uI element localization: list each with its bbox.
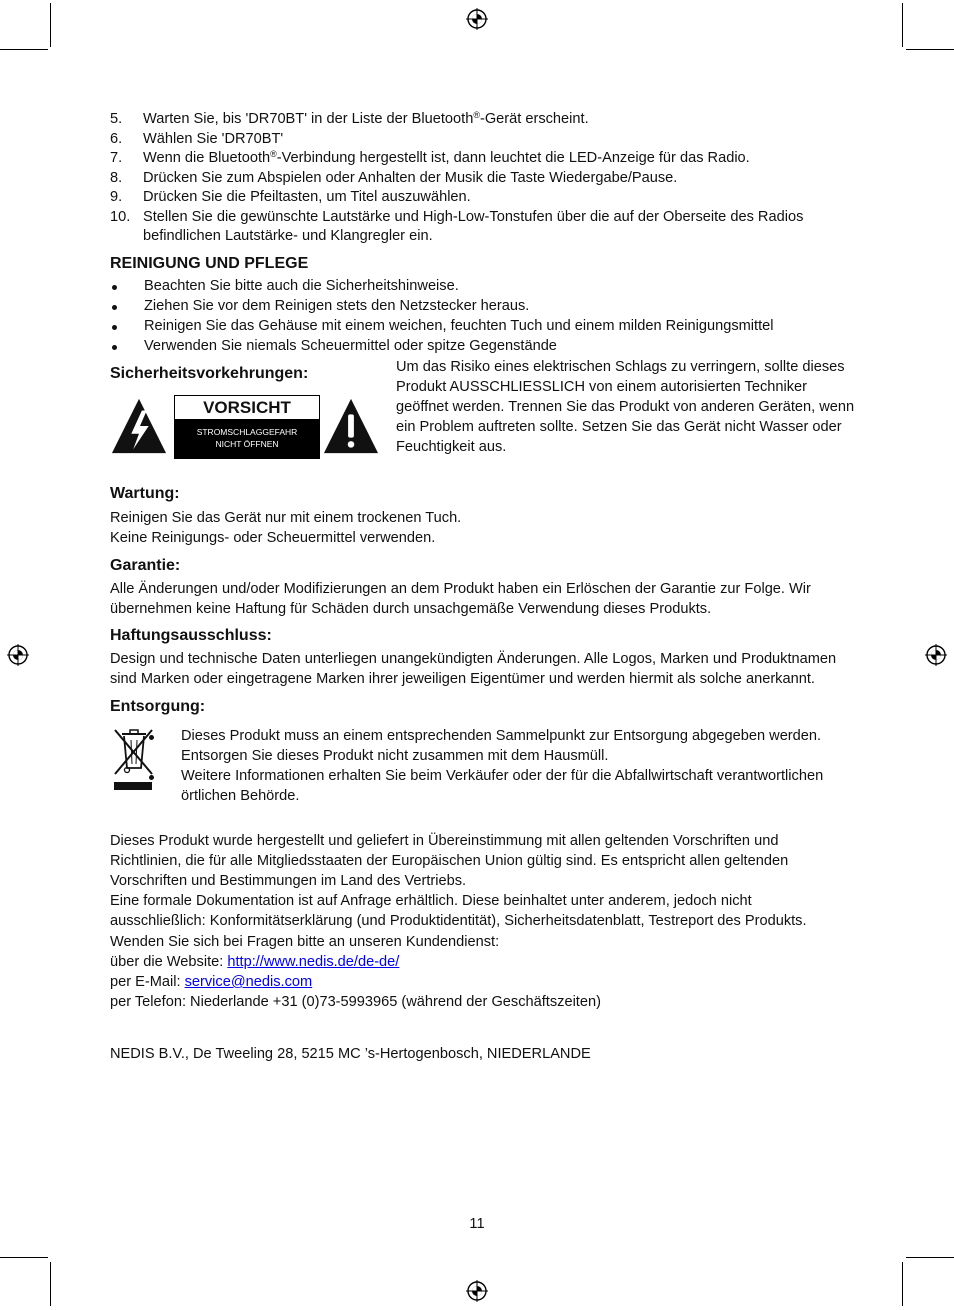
registered-mark: ® [270, 149, 277, 159]
list-item [110, 208, 858, 247]
step-number: 7. [110, 150, 123, 166]
step-text: Warten Sie, bis 'DR70BT' in der Liste der Bluetooth [143, 111, 474, 127]
vorsicht-line: NICHT ÖFFNEN [215, 438, 279, 449]
phone-line: per Telefon: Niederlande +31 (0)73-5993965 (während der Geschäftszeiten) [110, 994, 601, 1011]
list-item: Verwenden Sie niemals Scheuermittel oder spitze Gegenstände [110, 336, 850, 356]
website-line [110, 952, 850, 972]
crop-mark [902, 1262, 903, 1306]
compliance-text: Wenden Sie sich bei Fragen bitte an unseren Kundendienst: [110, 933, 500, 950]
crop-mark [50, 1262, 51, 1306]
registration-mark-icon [7, 644, 29, 666]
list-item: Beachten Sie bitte auch die Sicherheitshinweise. [110, 276, 850, 296]
list-item [110, 169, 850, 189]
registration-mark-icon [466, 1280, 488, 1302]
exclamation-warning-icon [322, 396, 380, 456]
maintenance-line: Reinigen Sie das Gerät nur mit einem trockenen Tuch. [110, 509, 462, 526]
safety-text: Um das Risiko eines elektrischen Schlags zu verringern, sollte dieses Produkt AUSSCHLIESSLICH von einem autorisierten Techniker geöffnet werden. Trennen Sie das Produkt von anderen Geräten, wenn ein Problem auftreten sollte. Setzen Sie das Gerät nicht Wasser oder Feuchtigkeit aus. [396, 358, 855, 455]
list-item [110, 110, 850, 130]
step-text: Stellen Sie die gewünschte Lautstärke und High-Low-Tonstufen über die auf der Oberseite des Radios befindlichen Lautstärke- und Klangregler ein. [143, 208, 804, 244]
section-heading-safety: Sicherheitsvorkehrungen: [110, 364, 309, 382]
crop-mark [902, 3, 903, 47]
email-line [110, 972, 850, 992]
step-number: 6. [110, 130, 123, 147]
warranty-text: Alle Änderungen und/oder Modifizierungen an dem Produkt haben ein Erlöschen der Garantie zur Folge. Wir übernehmen keine Haftung für Schäden durch unsachgemäße Verwendung dieses Produkts. [110, 580, 811, 617]
crop-mark [906, 1257, 954, 1258]
list-item: Reinigen Sie das Gehäuse mit einem weichen, feuchten Tuch und einem milden Reinigungsmittel [110, 316, 850, 336]
website-label: über die Website: [110, 953, 228, 970]
safety-section [110, 358, 855, 482]
vorsicht-line: STROMSCHLAGGEFAHR [196, 426, 298, 437]
disclaimer-text: Design und technische Daten unterliegen unangekündigten Änderungen. Alle Logos, Marken und Produktnamen sind Marken oder eingetragene Marken ihrer jeweiligen Eigentümer und werden hiermit als solche anerkannt. [110, 651, 837, 688]
section-heading-cleaning: REINIGUNG UND PFLEGE [110, 254, 309, 272]
vorsicht-title: VORSICHT [203, 397, 291, 417]
page-content [110, 110, 855, 1064]
crop-mark [906, 49, 954, 50]
cleaning-list [110, 276, 850, 357]
list-item: Ziehen Sie vor dem Reinigen stets den Netzstecker heraus. [110, 296, 850, 316]
step-number: 10. [110, 208, 131, 225]
registered-mark: ® [473, 110, 480, 120]
steps-list [110, 110, 850, 247]
step-text: Drücken Sie zum Abspielen oder Anhalten der Musik die Taste Wiedergabe/Pause. [143, 169, 678, 186]
crop-mark [0, 49, 48, 50]
list-item [110, 188, 850, 208]
email-link[interactable]: service@nedis.com [184, 973, 313, 990]
step-text: Drücken Sie die Pfeiltasten, um Titel auszuwählen. [143, 189, 471, 205]
registration-mark-icon [466, 8, 488, 30]
section-heading-warranty: Garantie: [110, 556, 181, 574]
company-address: NEDIS B.V., De Tweeling 28, 5215 MC ’s-Hertogenbosch, NIEDERLANDE [110, 1046, 591, 1063]
step-text: Wählen Sie 'DR70BT' [143, 130, 284, 147]
list-item [110, 149, 850, 169]
disposal-list [147, 726, 847, 807]
step-number: 5. [110, 111, 123, 127]
list-item: Weitere Informationen erhalten Sie beim Verkäufer oder der für die Abfallwirtschaft verantwortlichen örtlichen Behörde. [147, 766, 847, 807]
warning-graphics [110, 378, 390, 478]
crop-mark [50, 3, 51, 47]
disposal-section [110, 726, 850, 808]
compliance-text: Eine formale Dokumentation ist auf Anfrage erhältlich. Diese beinhaltet unter anderem, jedoch nicht ausschließlich: Konformitätserklärung (und Produktidentität), Sicherheitsdatenblatt, Testreport des Produkts. [110, 893, 807, 930]
website-link[interactable]: http://www.nedis.de/de-de/ [227, 953, 400, 970]
registration-mark-icon [925, 644, 947, 666]
step-text: -Verbindung hergestellt ist, dann leuchtet die LED-Anzeige für das Radio. [276, 150, 750, 166]
compliance-text: Dieses Produkt wurde hergestellt und geliefert in Übereinstimmung mit allen geltenden Vorschriften und Richtlinien, die für alle Mitgliedsstaaten der Europäischen Union gültig sind. Es entspricht allen geltenden Vorschriften und Bestimmungen im Land des Vertriebs. [110, 832, 789, 889]
section-heading-maintenance: Wartung: [110, 484, 180, 502]
page-number: 11 [469, 1216, 485, 1232]
step-text: Wenn die Bluetooth [143, 150, 271, 166]
lightning-warning-icon [110, 396, 168, 456]
email-label: per E-Mail: [110, 973, 185, 990]
list-item [110, 130, 850, 150]
step-number: 8. [110, 169, 123, 186]
section-heading-disposal: Entsorgung: [110, 697, 206, 715]
step-text: -Gerät erscheint. [479, 111, 589, 127]
maintenance-line: Keine Reinigungs- oder Scheuermittel verwenden. [110, 529, 436, 546]
section-heading-disclaimer: Haftungsausschluss: [110, 627, 272, 645]
step-number: 9. [110, 189, 123, 205]
vorsicht-label [174, 395, 320, 459]
crop-mark [0, 1257, 48, 1258]
list-item: Dieses Produkt muss an einem entsprechenden Sammelpunkt zur Entsorgung abgegeben werden. Entsorgen Sie dieses Produkt nicht zusammen mit dem Hausmüll. [147, 726, 847, 767]
vorsicht-subtitle [175, 419, 319, 458]
